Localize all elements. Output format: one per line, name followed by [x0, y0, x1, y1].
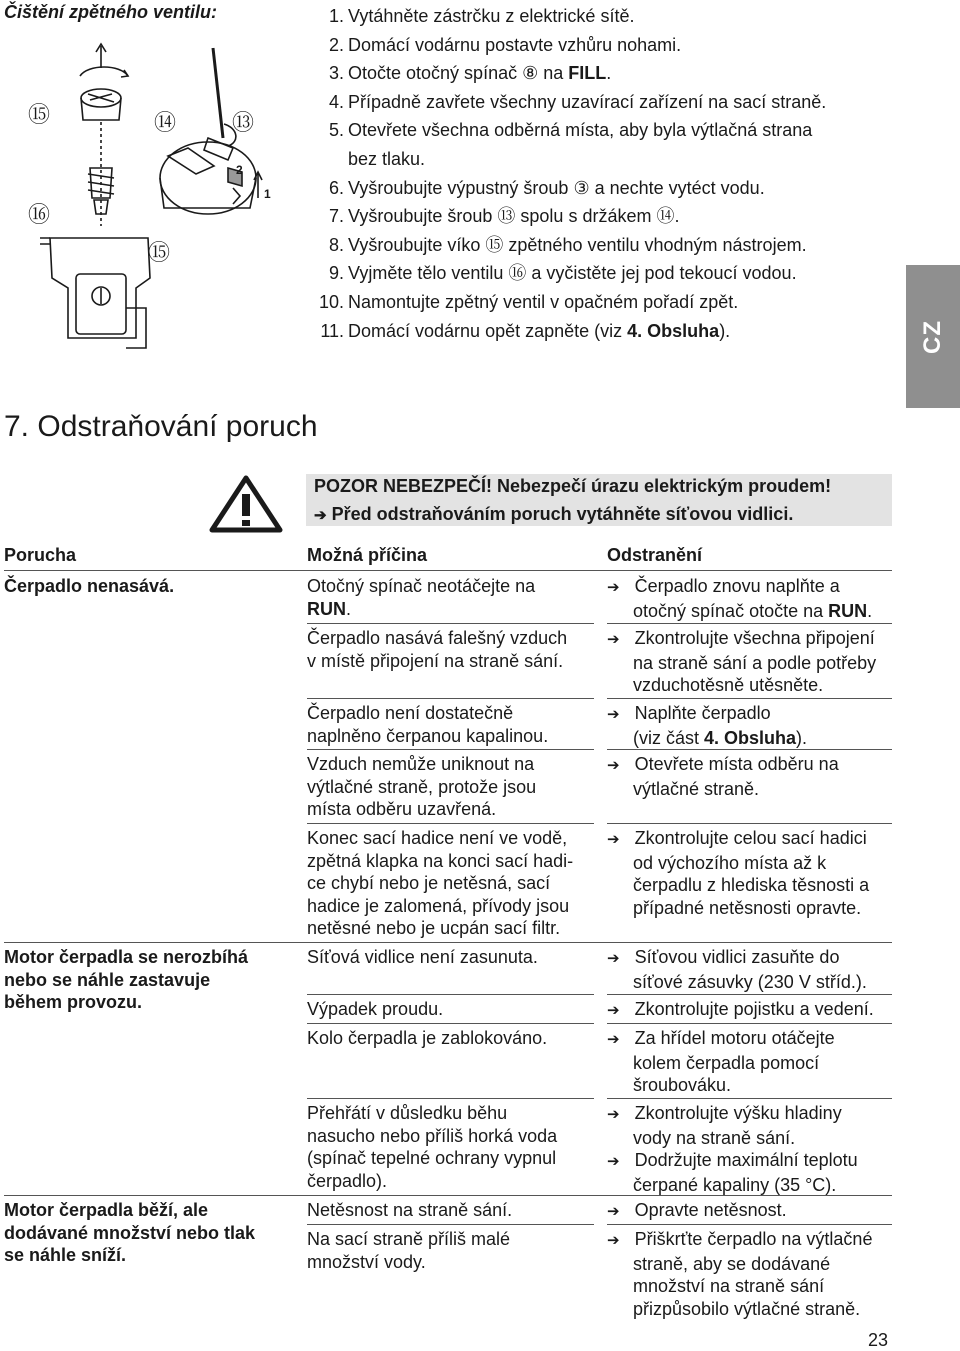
cause-cell: Kolo čerpadla je zablokováno.	[307, 1028, 548, 1048]
step-item: 9. Vyjměte tělo ventilu ⑯ a vyčistěte jej pod tekoucí vodou.	[328, 263, 797, 284]
row-rule	[307, 994, 594, 995]
remedy-cell: ➔ Zkontrolujte výšku hladiny vody na straně sání. ➔ Dodržujte maximální teplotu čerpané kapaliny (35 °C).	[607, 1103, 858, 1195]
step-item: 2. Domácí vodárnu postavte vzhůru nohami.	[328, 34, 682, 55]
group-rule	[4, 942, 892, 943]
fault-cell: Čerpadlo nenasává.	[4, 576, 175, 596]
remedy-cell: ➔ Naplňte čerpadlo (viz část 4. Obsluha).	[607, 703, 808, 748]
arrow-icon: ➔	[607, 706, 620, 723]
step-item: 8. Vyšroubujte víko ⑮ zpětného ventilu vhodným nástrojem.	[328, 234, 807, 255]
cause-cell: Otočný spínač neotáčejte na RUN.	[307, 576, 536, 619]
remedy-cell: ➔ Síťovou vidlici zasuňte do síťové zásuvky (230 V stříd.).	[607, 947, 867, 992]
row-rule	[307, 1023, 594, 1024]
column-header-fault: Porucha	[4, 545, 77, 565]
figure-label-14: ⑭	[154, 110, 177, 135]
arrow-icon: ➔	[314, 507, 327, 524]
step-item: 1. Vytáhněte zástrčku z elektrické sítě.	[328, 6, 635, 26]
row-rule	[307, 1098, 594, 1099]
step-item: 6. Vyšroubujte výpustný šroub ③ a nechte vytéct vodu.	[328, 177, 765, 198]
row-rule	[607, 1098, 892, 1099]
remedy-cell: ➔ Zkontrolujte pojistku a vedení.	[607, 999, 874, 1019]
row-rule	[307, 1224, 594, 1225]
cleaning-steps-list	[318, 2, 826, 345]
row-rule	[607, 698, 892, 699]
remedy-cell: ➔ Čerpadlo znovu naplňte a otočný spínač otočte na RUN.	[607, 576, 873, 621]
arrow-icon: ➔	[607, 1002, 620, 1019]
arrow-icon: ➔	[607, 1203, 620, 1220]
arrow-icon: ➔	[607, 757, 620, 774]
row-rule	[607, 749, 892, 750]
remedy-cell: ➔ Zkontrolujte všechna připojení na straně sání a podle potřeby vzduchotěsně utěsněte.	[607, 628, 877, 695]
arrow-icon: ➔	[607, 1106, 620, 1123]
warning-instruction: ➔ Před odstraňováním poruch vytáhněte síťovou vidlici.	[314, 504, 794, 524]
step-item: 4. Případně zavřete všechny uzavírací zařízení na sací straně.	[328, 91, 827, 112]
row-rule	[307, 823, 594, 824]
arrow-icon: ➔	[607, 1232, 620, 1249]
language-tab: CZ	[906, 265, 960, 408]
arrow-icon: ➔	[607, 950, 620, 967]
step-item: 11. Domácí vodárnu opět zapněte (viz 4. Obsluha).	[320, 320, 731, 341]
row-rule	[307, 698, 594, 699]
row-rule	[607, 823, 892, 824]
step-item: 7. Vyšroubujte šroub ⑬ spolu s držákem ⑭.	[328, 206, 680, 227]
cause-cell: Netěsnost na straně sání.	[307, 1200, 513, 1220]
remedy-cell: ➔ Za hřídel motoru otáčejte kolem čerpadla pomocí šroubováku.	[607, 1028, 835, 1095]
cause-cell: Čerpadlo nasává falešný vzduch v místě připojení na straně sání.	[307, 628, 568, 671]
arrow-icon: ➔	[607, 1153, 620, 1170]
step-item: 5. Otevřete všechna odběrná místa, aby byla výtlačná strana bez tlaku.	[328, 120, 813, 169]
cause-cell: Přehřátí v důsledku běhu nasucho nebo příliš horká voda (spínač tepelné ochrany vypnul čerpadlo).	[307, 1103, 558, 1191]
row-rule	[607, 994, 892, 995]
row-rule	[607, 1224, 892, 1225]
figure-label-13: ⑬	[232, 110, 255, 135]
row-rule	[307, 623, 594, 624]
arrow-icon: ➔	[607, 831, 620, 848]
step-item: 10. Namontujte zpětný ventil v opačném pořadí zpět.	[318, 291, 739, 312]
section-title: Čištění zpětného ventilu:	[4, 2, 218, 22]
remedy-cell: ➔ Otevřete místa odběru na výtlačné straně.	[607, 754, 839, 799]
row-rule	[607, 623, 892, 624]
warning-icon	[208, 474, 284, 534]
cause-cell: Síťová vidlice není zasunuta.	[307, 947, 538, 967]
step-item: 3. Otočte otočný spínač ⑧ na FILL.	[328, 63, 612, 84]
row-rule	[607, 1023, 892, 1024]
cause-cell: Vzduch nemůže uniknout na výtlačné straně, protože jsou místa odběru uzavřená.	[307, 754, 537, 819]
warning-title: POZOR NEBEZPEČÍ! Nebezpečí úrazu elektrickým proudem!	[314, 476, 832, 496]
remedy-cell: ➔ Zkontrolujte celou sací hadici od výchozího místa až k čerpadlu z hlediska těsnosti a případné netěsnosti opravte.	[607, 828, 870, 918]
page-number: 23	[868, 1330, 889, 1350]
column-header-remedy: Odstranění	[607, 545, 703, 565]
section-heading: 7. Odstraňování poruch	[4, 410, 318, 443]
figure-label-15-bottom: ⑮	[148, 240, 171, 265]
valve-cleaning-figure	[28, 38, 288, 368]
column-header-cause: Možná příčina	[307, 545, 428, 565]
cause-cell: Na sací straně příliš malé množství vody.	[307, 1229, 511, 1272]
arrow-icon: ➔	[607, 631, 620, 648]
header-rule	[4, 570, 892, 571]
fault-cell: Motor čerpadla se nerozbíhá nebo se náhle zastavuje během provozu.	[4, 947, 249, 1012]
row-rule	[307, 749, 594, 750]
figure-label-15-top: ⑮	[28, 102, 51, 127]
figure-label-16: ⑯	[28, 202, 51, 227]
remedy-cell: ➔ Přiškrťte čerpadlo na výtlačné straně, aby se dodávané množství na straně sání přizpůsobilo výtlačné straně.	[607, 1229, 873, 1319]
cause-cell: Konec sací hadice není ve vodě, zpětná klapka na konci sací hadi- ce chybí nebo je netěsná, sací hadice je zalomená, přívody jsou netěsné nebo je ucpán sací filtr.	[307, 828, 574, 938]
arrow-icon: ➔	[607, 1031, 620, 1048]
remedy-cell: ➔ Opravte netěsnost.	[607, 1200, 787, 1220]
figure-label-1: 1	[264, 187, 271, 201]
cause-cell: Výpadek proudu.	[307, 999, 444, 1019]
arrow-icon: ➔	[607, 579, 620, 596]
cause-cell: Čerpadlo není dostatečně naplněno čerpanou kapalinou.	[307, 703, 549, 746]
fault-cell: Motor čerpadla běží, ale dodávané množství nebo tlak se náhle sníží.	[4, 1200, 256, 1265]
figure-label-2: 2	[236, 163, 243, 177]
